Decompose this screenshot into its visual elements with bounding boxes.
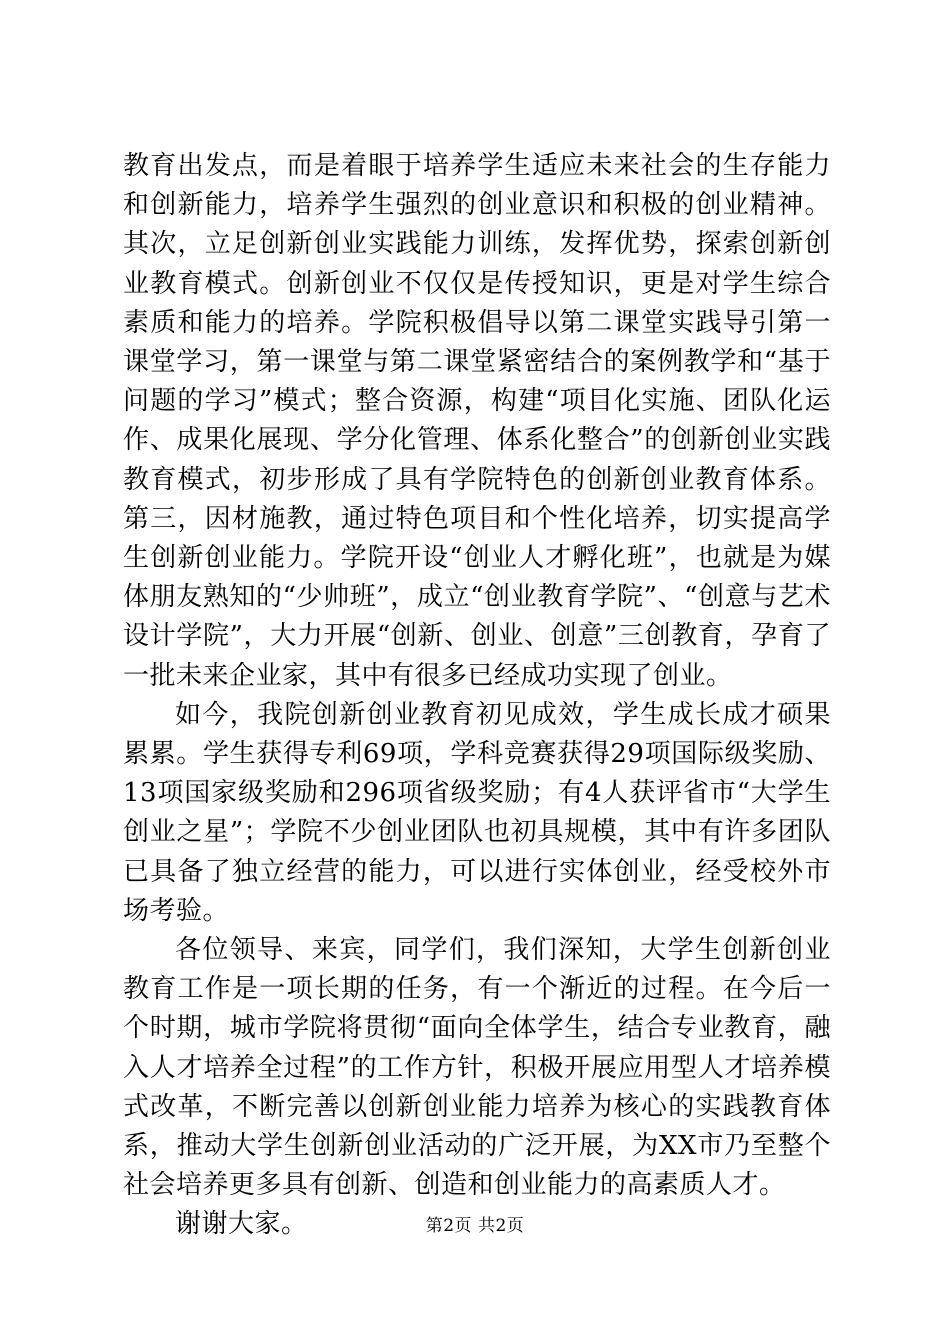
- paragraph-outlook: 各位领导、来宾，同学们，我们深知，大学生创新创业教育工作是一项长期的任务，有一个渐近的过程。在今后一个时期，城市学院将贯彻“面向全体学生，结合专业教育，融入人才培养全过程”的工作方针，积极开展应用型人才培养模式改革，不断完善以创新创业能力培养为核心的实践教育体系，推动大学生创新创业活动的广泛开展，为XX市乃至整个社会培养更多具有创新、创造和创业能力的高素质人才。: [123, 935, 831, 1201]
- paragraph-achievements: 如今，我院创新创业教育初见成效，学生成长成才硕果累累。学生获得专利69项，学科竞赛获得29项国际级奖励、13项国家级奖励和296项省级奖励；有4人获评省市“大学生创业之星”；学院不少创业团队也初具规模，其中有许多团队已具备了独立经营的能力，可以进行实体创业，经受校外市场考验。: [123, 699, 831, 926]
- page-number-label: 第2页 共2页: [425, 1216, 525, 1236]
- document-body: [123, 147, 831, 1245]
- paragraph-closing: 谢谢大家。: [175, 1209, 308, 1240]
- page-footer: [0, 1214, 950, 1238]
- paragraph-continuation: 教育出发点，而是着眼于培养学生适应未来社会的生存能力和创新能力，培养学生强烈的创业意识和积极的创业精神。其次，立足创新创业实践能力训练，发挥优势，探索创新创业教育模式。创新创业不仅仅是传授知识，更是对学生综合素质和能力的培养。学院积极倡导以第二课堂实践导引第一课堂学习，第一课堂与第二课堂紧密结合的案例教学和“基于问题的学习”模式；整合资源，构建“项目化实施、团队化运作、成果化展现、学分化管理、体系化整合”的创新创业实践教育模式，初步形成了具有学院特色的创新创业教育体系。第三，因材施教，通过特色项目和个性化培养，切实提高学生创新创业能力。学院开设“创业人才孵化班”，也就是为媒体朋友熟知的“少帅班”，成立“创业教育学院”、“创意与艺术设计学院”，大力开展“创新、创业、创意”三创教育，孕育了一批未来企业家，其中有很多已经成功实现了创业。: [123, 151, 831, 691]
